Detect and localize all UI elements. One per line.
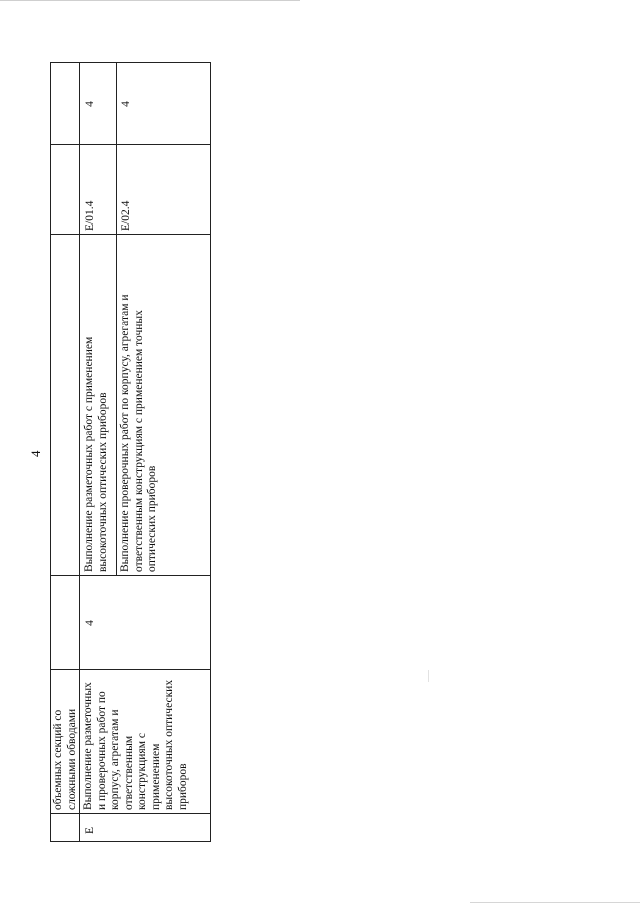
rotated-page — [28, 62, 630, 842]
table-cell-function-code: E/01.4 — [84, 200, 96, 231]
table-cell-function-name: Выполнение разметочных работ с применением высокоточных оптических приборов — [83, 336, 109, 572]
table-col-divider — [50, 669, 210, 670]
scan-edge-top — [0, 0, 300, 1]
qualification-table — [50, 62, 210, 842]
table-function-divider — [116, 62, 117, 576]
page-number: 4 — [28, 450, 43, 457]
table-col-divider — [50, 575, 210, 576]
table-border-left — [50, 841, 211, 842]
table-cell-code: Е — [84, 826, 96, 834]
table-cell-function-level: 4 — [84, 101, 96, 107]
table-col-divider — [50, 234, 210, 235]
table-cell-function-level: 4 — [120, 101, 132, 107]
table-cell-name: Выполнение разметочных и проверочных работ по корпусу, агрегатам и ответственным конструкциям с применением высокоточных оптических приборов — [82, 679, 189, 810]
scan-edge-bottom — [470, 902, 640, 903]
table-cell-function-code: E/02.4 — [120, 200, 132, 231]
table-cell-name: объемных секций со сложными обводами — [52, 708, 78, 810]
table-col-divider — [50, 813, 210, 814]
table-row-divider — [79, 62, 80, 842]
table-border-top — [50, 62, 51, 842]
table-cell-function-name: Выполнение проверочных работ по корпусу, агрегатам и ответственным конструкциям с применением точных оптических приборов — [119, 294, 158, 572]
table-cell-level: 4 — [84, 620, 96, 626]
table-border-bottom — [210, 62, 211, 842]
